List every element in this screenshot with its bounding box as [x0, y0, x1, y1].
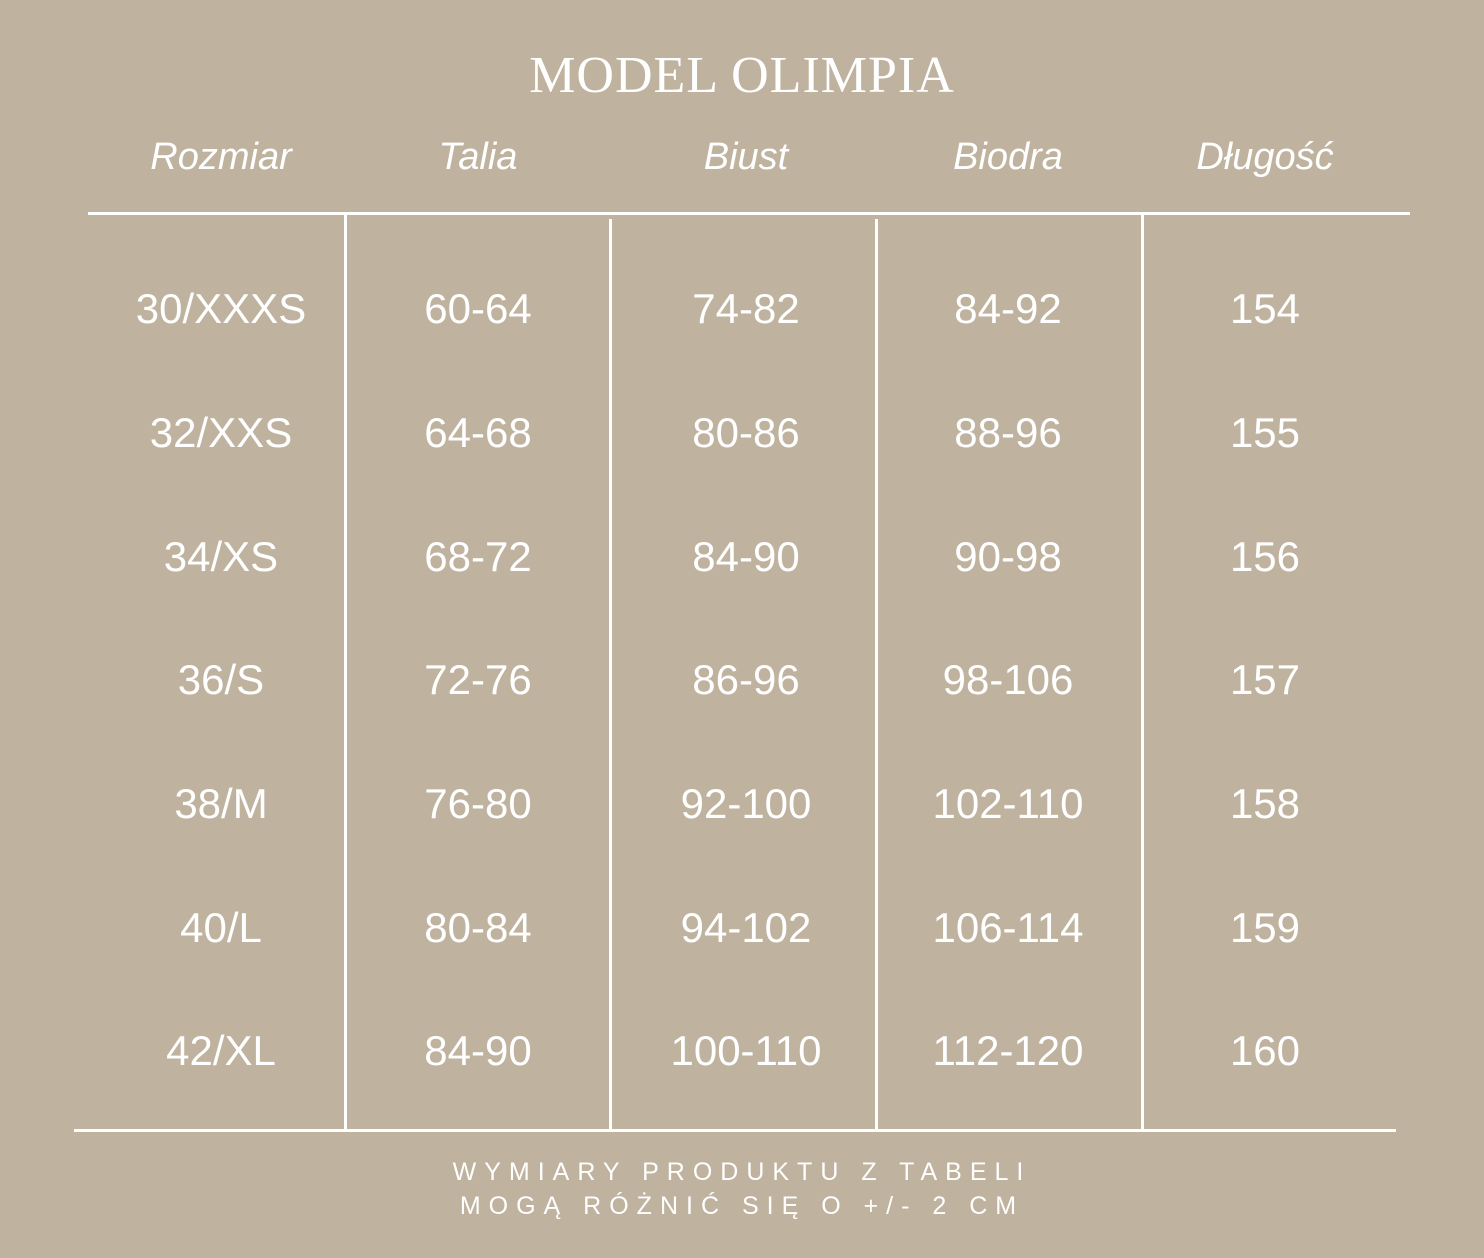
header-talia: Talia — [438, 136, 518, 178]
header-dlugosc: Długość — [1196, 136, 1334, 178]
cell-hips: 106-114 — [932, 904, 1084, 951]
cell-length: 158 — [1229, 780, 1301, 827]
cell-hips: 112-120 — [932, 1027, 1084, 1074]
note-line-1: WYMIARY PRODUKTU Z TABELI — [452, 1158, 1032, 1186]
cell-waist: 72-76 — [424, 656, 532, 703]
cell-length: 157 — [1229, 656, 1301, 703]
table-top-divider — [88, 212, 1410, 215]
cell-size: 38/M — [174, 780, 268, 827]
header-biodra: Biodra — [953, 136, 1063, 178]
cell-hips: 84-92 — [954, 285, 1062, 332]
cell-waist: 76-80 — [424, 780, 532, 827]
cell-bust: 94-102 — [680, 904, 812, 951]
cell-length: 156 — [1229, 533, 1301, 580]
cell-bust: 86-96 — [692, 656, 800, 703]
cell-length: 154 — [1229, 285, 1301, 332]
page-title: MODEL OLIMPIA — [529, 47, 955, 104]
cell-hips: 90-98 — [954, 533, 1062, 580]
cell-size: 36/S — [177, 656, 265, 703]
cell-bust: 74-82 — [692, 285, 800, 332]
cell-length: 155 — [1229, 409, 1301, 456]
table-bottom-divider — [74, 1129, 1396, 1132]
cell-bust: 100-110 — [670, 1027, 822, 1074]
column-divider-2 — [609, 219, 612, 1130]
header-rozmiar: Rozmiar — [150, 136, 292, 178]
cell-bust: 80-86 — [692, 409, 800, 456]
cell-size: 32/XXS — [149, 409, 293, 456]
cell-size: 42/XL — [166, 1027, 276, 1074]
cell-bust: 84-90 — [692, 533, 800, 580]
header-biust: Biust — [703, 136, 789, 178]
cell-hips: 102-110 — [932, 780, 1084, 827]
cell-hips: 88-96 — [954, 409, 1062, 456]
cell-waist: 60-64 — [424, 285, 532, 332]
note-line-2: MOGĄ RÓŻNIĆ SIĘ O +/- 2 CM — [459, 1192, 1025, 1220]
cell-size: 40/L — [180, 904, 262, 951]
cell-hips: 98-106 — [942, 656, 1074, 703]
cell-waist: 80-84 — [424, 904, 532, 951]
cell-size: 34/XS — [163, 533, 279, 580]
cell-waist: 84-90 — [424, 1027, 532, 1074]
cell-waist: 64-68 — [424, 409, 532, 456]
cell-length: 159 — [1229, 904, 1301, 951]
cell-waist: 68-72 — [424, 533, 532, 580]
cell-length: 160 — [1229, 1027, 1301, 1074]
cell-bust: 92-100 — [680, 780, 812, 827]
cell-size: 30/XXXS — [135, 285, 307, 332]
